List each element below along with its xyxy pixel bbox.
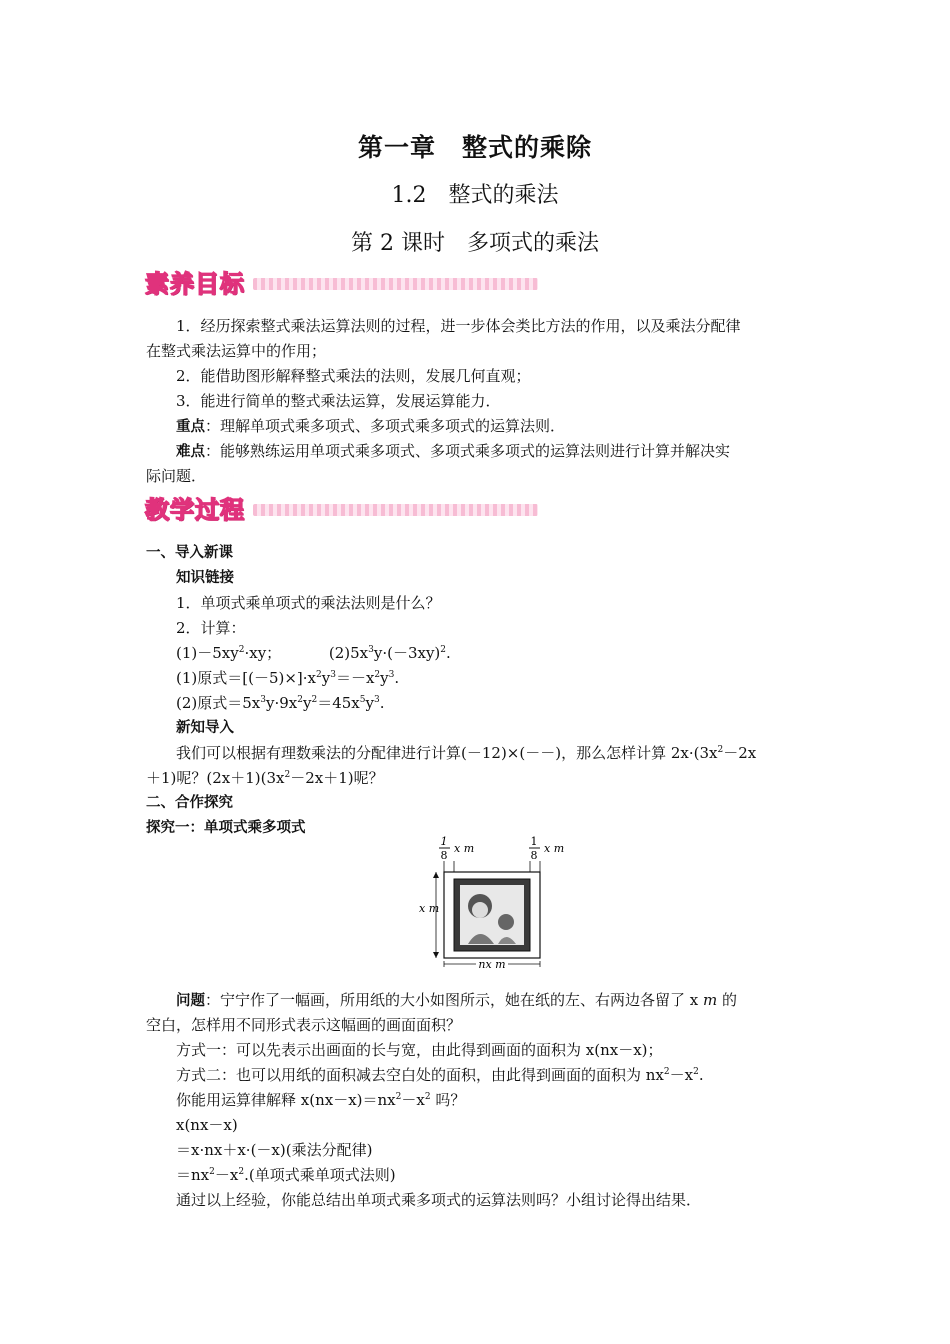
problem-line-b: 空白，怎样用不同形式表示这幅画的画面面积？ <box>146 1016 462 1034</box>
question-2: 2．计算： <box>176 619 246 637</box>
problem-line-a <box>176 988 836 1013</box>
painting-canvas <box>460 885 524 945</box>
lesson-title: 第 2 课时 多项式的乘法 <box>351 231 599 256</box>
dim-side-label: x m <box>419 902 440 915</box>
difficulty <box>176 439 836 464</box>
key-point <box>176 414 836 439</box>
new-knowledge: 新知导入 <box>176 720 234 736</box>
goal-1b: 在整式乘法运算中的作用； <box>146 342 327 360</box>
expr-2: ＝x·nx＋x·(－x)(乘法分配律) <box>176 1141 373 1159</box>
difficulty-cont: 际问题． <box>146 467 207 485</box>
frac-num-left: 1 <box>440 835 448 848</box>
way-2: 方式二：也可以用纸的面积减去空白处的面积，由此得到画面的面积为 $nx^2-x^2$. <box>176 1066 704 1084</box>
dim-arrow-top <box>433 872 439 878</box>
frac-den-right: 8 <box>530 849 538 862</box>
explore-1-heading: 探究一：单项式乘多项式 <box>146 820 306 836</box>
diff-text: ：能够熟练运用单项式乘多项式、多项式乘多项式的运算法则进行计算并解决实 <box>205 442 731 460</box>
goals-banner <box>143 264 538 296</box>
way-1: 方式一：可以先表示出画面的长与宽，由此得到画面的面积为 x(nx－x)； <box>176 1041 663 1059</box>
answer-2: (2)原式$=5x^3y\cdot 9x^2y^2=45x^5y^3$. <box>176 694 385 712</box>
expr-1: x(nx－x) <box>176 1116 238 1134</box>
intro-text-a: 我们可以根据有理数乘法的分配律进行计算(－12)×(－－)，那么怎样计算 $2x\cdot(3x^2-2x$ <box>176 744 757 762</box>
summary: 通过以上经验，你能总结出单项式乘多项式的运算法则吗？小组讨论得出结果． <box>176 1191 702 1209</box>
expr-3: $=nx^2-x^2$.(单项式乘单项式法则) <box>176 1166 396 1184</box>
process-banner-label: 教学过程 <box>145 496 245 524</box>
frac-den-left: 8 <box>440 849 448 862</box>
key-text: ：理解单项式乘多项式、多项式乘多项式的运算法则． <box>205 417 566 435</box>
diff-label: 难点 <box>176 444 205 460</box>
calc-items: $(1)-5xy^2\cdot xy$； $(2)5x^3y\cdot(-3xy)^2$. <box>176 644 451 662</box>
frac-unit-right: x m <box>544 842 565 855</box>
banner-strip <box>253 278 538 290</box>
knowledge-link: 知识链接 <box>176 570 234 586</box>
ask-line: 你能用运算律解释 $x(nx-x)=nx^2-x^2$ 吗？ <box>176 1091 466 1109</box>
goal-3: 3．能进行简单的整式乘法运算，发展运算能力． <box>176 392 501 410</box>
dim-arrow-bottom <box>433 952 439 958</box>
problem-text-b: 的 <box>722 991 738 1009</box>
goal-1a: 1．经历探索整式乘法运算法则的过程，进一步体会类比方法的作用，以及乘法分配律 <box>176 317 741 335</box>
expr-3-b: (单项式乘单项式法则) <box>248 1166 396 1184</box>
intro-b: －2x <box>723 744 757 762</box>
way-2-text: 方式二：也可以用纸的面积减去空白处的面积，由此得到画面的面积为 nx <box>176 1066 664 1084</box>
section-1-heading: 一、导入新课 <box>146 545 233 561</box>
frac-num-right: 1 <box>530 835 538 848</box>
banner-strip <box>253 504 538 516</box>
painting-figure <box>418 832 578 970</box>
ask-text: 你能用运算律解释 x(nx－x)＝nx <box>176 1091 396 1109</box>
painting-figure-face <box>472 902 488 918</box>
question-1: 1．单项式乘单项式的乘法法则是什么？ <box>176 594 441 612</box>
painting-figure-head-2 <box>498 914 514 930</box>
answer-1: (1)原式$=[(-5)\times]\cdot x^2y^3=-x^2y^3$. <box>176 669 400 687</box>
intro-a: 我们可以根据有理数乘法的分配律进行计算(－12)×(－－)，那么怎样计算 2x·(3x <box>176 744 718 762</box>
chapter-title: 第一章 整式的乘除 <box>357 133 592 162</box>
key-label: 重点 <box>176 419 205 435</box>
intro-text-b: ＋1)呢？$(2x+1)(3x^2-2x+1)$呢？ <box>146 769 384 787</box>
problem-unit: m <box>703 991 718 1009</box>
frac-unit-left: x m <box>454 842 475 855</box>
goal-2: 2．能借助图形解释整式乘法的法则，发展几何直观； <box>176 367 531 385</box>
figure-svg <box>418 832 578 970</box>
dim-bottom-label: nx m <box>478 958 506 970</box>
section-title: 1.2 整式的乘法 <box>391 183 559 208</box>
problem-label: 问题 <box>176 993 205 1009</box>
process-banner <box>143 490 538 522</box>
goals-banner-label: 素养目标 <box>145 270 245 298</box>
section-2-heading: 二、合作探究 <box>146 795 233 811</box>
problem-text-a: ：宁宁作了一幅画，所用纸的大小如图所示，她在纸的左、右两边各留了 x <box>205 991 699 1009</box>
expr-3-a: ＝nx <box>176 1166 210 1184</box>
